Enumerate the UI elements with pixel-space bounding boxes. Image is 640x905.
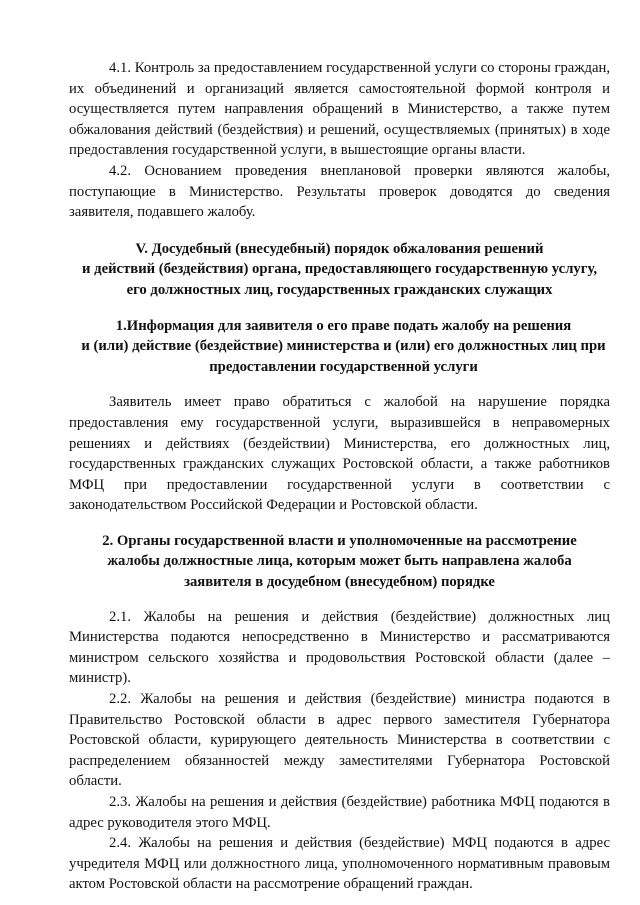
paragraph-applicant-right: Заявитель имеет право обратиться с жалобой на нарушение порядка предоставления ему государственной услуги, выразившейся в неправомерных решениях и действиях (бездействии) Министерства, его должностных лиц, государственных гражданских служащих Ростовской области, а также работников МФЦ при предоставлении государственной услуги в соответствии с законодательством Российской Федерации и Ростовской области. (69, 394, 610, 514)
paragraph-4-2: 4.2. Основанием проведения внеплановой проверки являются жалобы, поступающие в Министерство. Результаты проверок доводятся до сведения заявителя, подавшего жалобу. (69, 162, 610, 221)
heading-line: и (или) действие (бездействие) министерства и (или) его должностных лиц при (81, 338, 606, 355)
subsection-2-heading (69, 531, 610, 593)
heading-line: и действий (бездействия) органа, предоставляющего государственную услугу, (82, 261, 597, 278)
heading-line: V. Досудебный (внесудебный) порядок обжалования решений (135, 240, 544, 257)
paragraph-2-3: 2.3. Жалобы на решения и действия (бездействие) работника МФЦ подаются в адрес руководителя этого МФЦ. (69, 794, 610, 831)
heading-line: предоставлении государственной услуги (209, 358, 478, 375)
heading-line: жалобы должностные лица, которым может быть направлена жалоба (107, 553, 572, 570)
heading-line: 2. Органы государственной власти и уполномоченные на рассмотрение (102, 532, 577, 549)
heading-line: заявителя в досудебном (внесудебном) порядке (184, 574, 495, 591)
heading-line: его должностных лиц, государственных гражданских служащих (126, 281, 553, 298)
section-v-heading (69, 239, 610, 301)
subsection-1-heading (69, 316, 610, 378)
paragraph-2-4: 2.4. Жалобы на решения и действия (бездействие) МФЦ подаются в адрес учредителя МФЦ или должностного лица, уполномоченного нормативным правовым актом Ростовской области на рассмотрение обращений граждан. (69, 835, 610, 893)
heading-line: 1.Информация для заявителя о его праве подать жалобу на решения (115, 317, 572, 334)
paragraph-2-2: 2.2. Жалобы на решения и действия (бездействие) министра подаются в Правительство Ростовской области в адрес первого заместителя Губернатора Ростовской области, курирующего деятельность Министерства в соответствии с распределением обязанностей между заместителями Губернатора Ростовской области. (69, 691, 610, 790)
paragraph-2-1: 2.1. Жалобы на решения и действия (бездействие) должностных лиц Министерства подаются непосредственно в Министерство и рассматриваются министром сельского хозяйства и продовольствия Ростовской области (далее – министр). (69, 608, 610, 687)
document-page (69, 58, 610, 895)
paragraph-4-1: 4.1. Контроль за предоставлением государственной услуги со стороны граждан, их объединений и организаций является самостоятельной формой контроля и осуществляется путем направления обращений в Министерство, а также путем обжалования действий (бездействия) и решений, осуществляемых (принятых) в ходе предоставления государственной услуги, в вышестоящие органы власти. (69, 60, 610, 159)
